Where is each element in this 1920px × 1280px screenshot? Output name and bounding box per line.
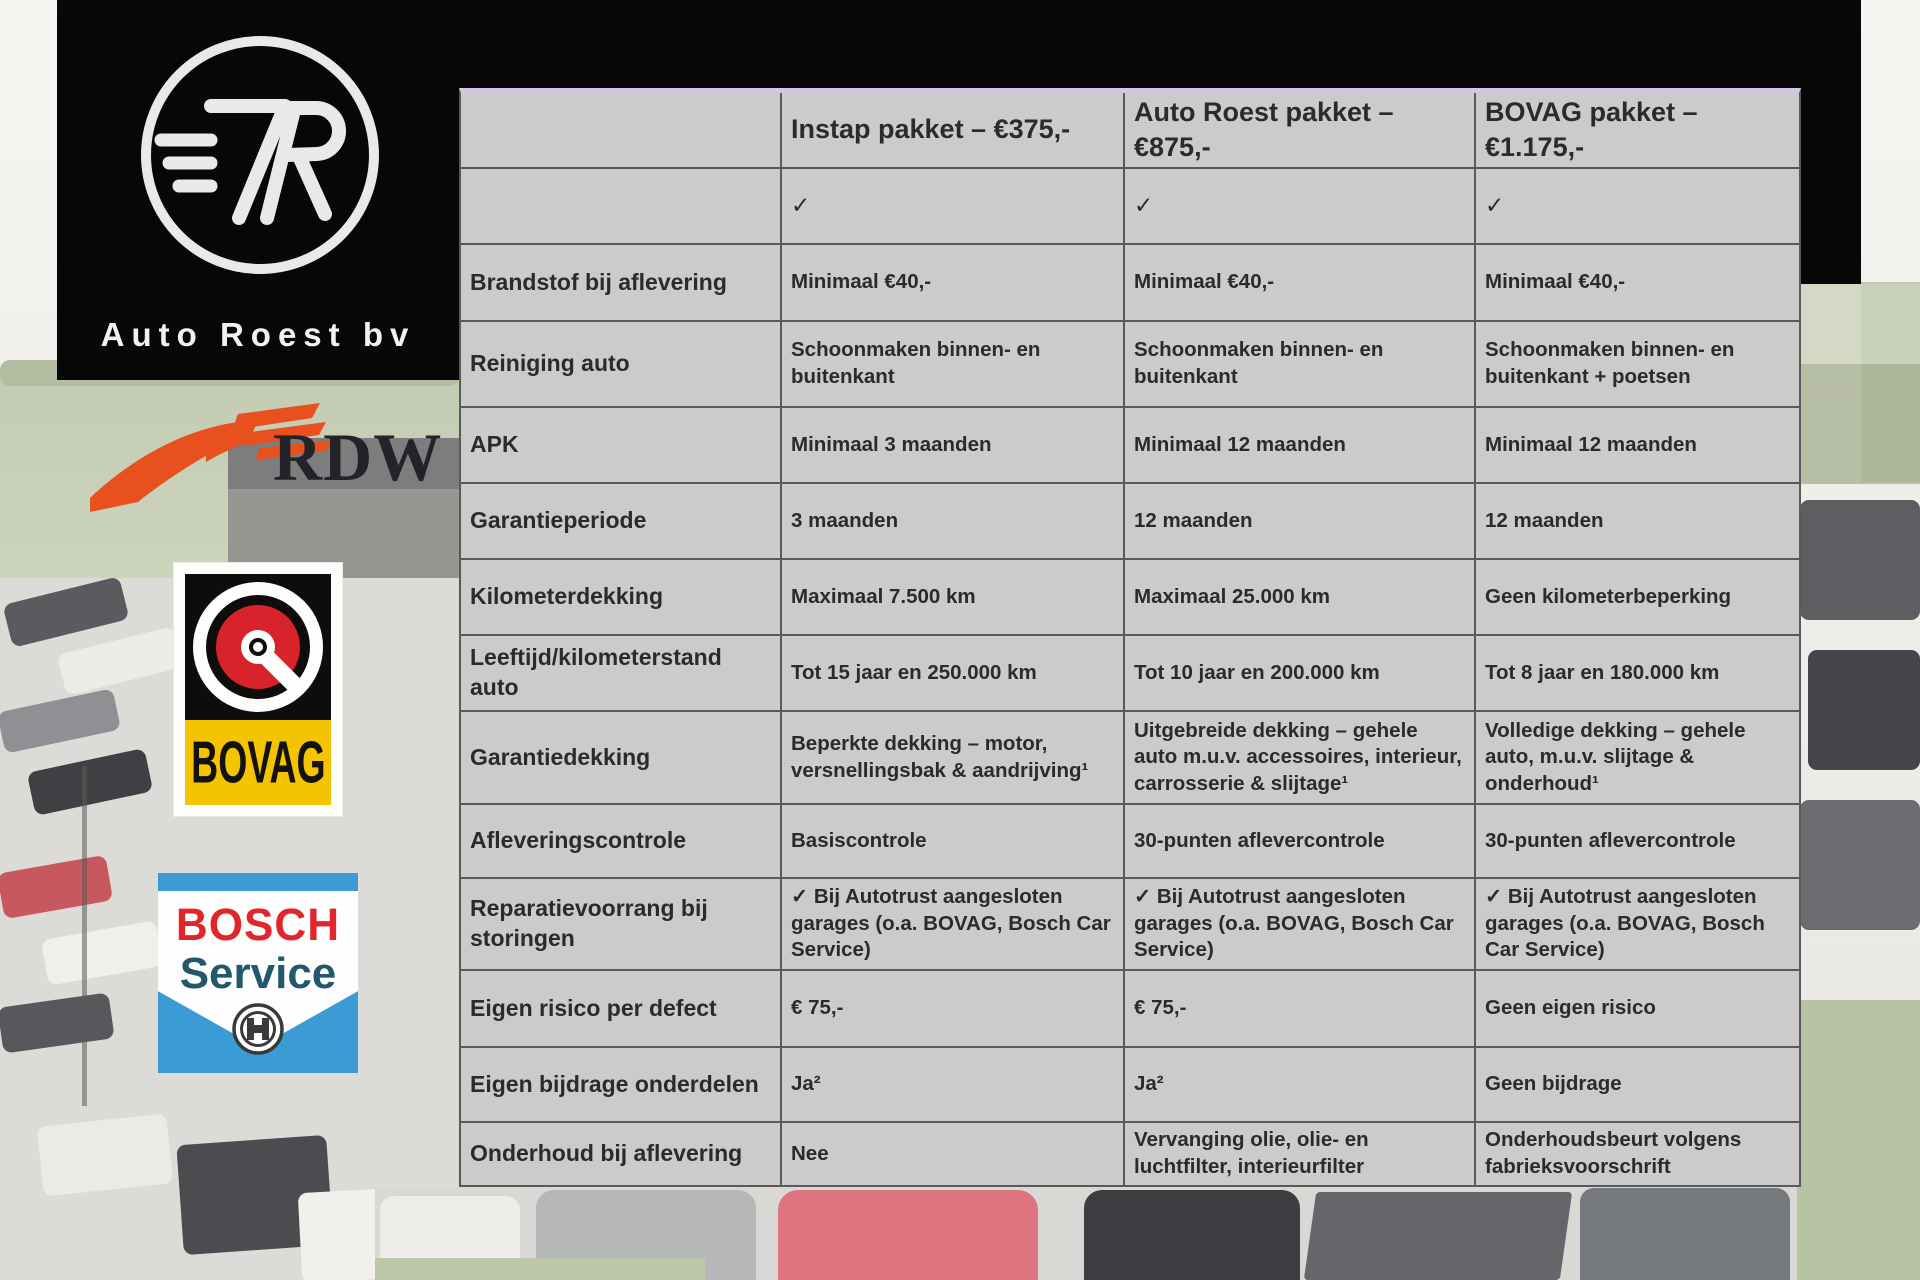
package-header: Auto Roest pakket – €875,- — [1123, 93, 1474, 169]
check-icon: ✓ — [1123, 169, 1474, 245]
table-cell: Geen eigen risico — [1474, 971, 1799, 1048]
row-label: Brandstof bij aflevering — [461, 245, 780, 322]
auto-roest-logo-panel — [57, 0, 459, 380]
bovag-yellow-band — [185, 720, 331, 805]
bovag-emblem — [185, 574, 331, 720]
table-cell: Maximaal 7.500 km — [780, 560, 1123, 636]
table-cell: Maximaal 25.000 km — [1123, 560, 1474, 636]
row-label: APK — [461, 408, 780, 484]
table-cell: 12 maanden — [1474, 484, 1799, 560]
right-black-band — [1797, 88, 1861, 284]
table-cell: ✓ Bij Autotrust aangesloten garages (o.a. BOVAG, Bosch Car Service) — [1123, 879, 1474, 971]
table-cell: Tot 8 jaar en 180.000 km — [1474, 636, 1799, 712]
package-header: BOVAG pakket – €1.175,- — [1474, 93, 1799, 169]
lamppost — [82, 766, 87, 1106]
table-cell: 30-punten aflevercontrole — [1123, 805, 1474, 879]
rdw-logo — [88, 400, 443, 515]
brand-name: Auto Roest bv — [100, 316, 416, 353]
table-cell: Onderhoudsbeurt volgens fabrieksvoorschrift — [1474, 1123, 1799, 1187]
table-corner-cell — [461, 93, 780, 169]
table-cell: 3 maanden — [780, 484, 1123, 560]
comparison-table — [459, 88, 1801, 1187]
grass-right — [1790, 1000, 1920, 1280]
table-cell: € 75,- — [780, 971, 1123, 1048]
bosch-service-wordmark: Service — [179, 949, 337, 998]
table-cell: Beperkte dekking – motor, versnellingsbak & aandrijving¹ — [780, 712, 1123, 805]
table-cell: Geen bijdrage — [1474, 1048, 1799, 1123]
row-label: Garantieperiode — [461, 484, 780, 560]
table-cell: Minimaal 12 maanden — [1474, 408, 1799, 484]
table-cell: 30-punten aflevercontrole — [1474, 805, 1799, 879]
table-cell: ✓ Bij Autotrust aangesloten garages (o.a. BOVAG, Bosch Car Service) — [780, 879, 1123, 971]
package-header: Instap pakket – €375,- — [780, 93, 1123, 169]
row-label: Eigen bijdrage onderdelen — [461, 1048, 780, 1123]
rdw-wordmark: RDW — [273, 419, 443, 495]
check-icon: ✓ — [780, 169, 1123, 245]
table-cell: Ja² — [780, 1048, 1123, 1123]
table-cell: Schoonmaken binnen- en buitenkant — [1123, 322, 1474, 408]
table-cell: Minimaal €40,- — [780, 245, 1123, 322]
table-cell: Nee — [780, 1123, 1123, 1187]
grass-bottom — [375, 1258, 705, 1280]
row-label: Afleveringscontrole — [461, 805, 780, 879]
hedge-right — [1797, 284, 1920, 484]
row-label: Eigen risico per defect — [461, 971, 780, 1048]
table-cell: Uitgebreide dekking – gehele auto m.u.v. accessoires, interieur, carrosserie & slijtage¹ — [1123, 712, 1474, 805]
table-cell: Minimaal 12 maanden — [1123, 408, 1474, 484]
row-label: Reiniging auto — [461, 322, 780, 408]
auto-roest-monogram-icon — [127, 22, 393, 288]
table-cell: Minimaal €40,- — [1474, 245, 1799, 322]
row-label: Kilometerdekking — [461, 560, 780, 636]
table-cell: Schoonmaken binnen- en buitenkant + poetsen — [1474, 322, 1799, 408]
bosch-service-logo — [158, 873, 358, 1073]
row-label-empty — [461, 169, 780, 245]
row-label: Onderhoud bij aflevering — [461, 1123, 780, 1187]
bosch-armature-icon — [230, 1001, 286, 1057]
table-cell: 12 maanden — [1123, 484, 1474, 560]
bosch-wordmark: BOSCH — [175, 899, 341, 950]
table-cell: Tot 15 jaar en 250.000 km — [780, 636, 1123, 712]
table-cell: Schoonmaken binnen- en buitenkant — [780, 322, 1123, 408]
table-cell: Volledige dekking – gehele auto, m.u.v. slijtage & onderhoud¹ — [1474, 712, 1799, 805]
bovag-wordmark: BOVAG — [190, 729, 326, 796]
check-icon: ✓ — [1474, 169, 1799, 245]
table-cell: Basiscontrole — [780, 805, 1123, 879]
table-cell: Minimaal €40,- — [1123, 245, 1474, 322]
row-label: Garantiedekking — [461, 712, 780, 805]
table-cell: ✓ Bij Autotrust aangesloten garages (o.a. BOVAG, Bosch Car Service) — [1474, 879, 1799, 971]
bovag-logo — [174, 563, 342, 816]
top-black-band — [459, 0, 1861, 88]
row-label: Reparatievoorrang bij storingen — [461, 879, 780, 971]
table-cell: Tot 10 jaar en 200.000 km — [1123, 636, 1474, 712]
table-cell: Vervanging olie, olie- en luchtfilter, interieurfilter — [1123, 1123, 1474, 1187]
row-label: Leeftijd/kilometerstand auto — [461, 636, 780, 712]
table-cell: Geen kilometerbeperking — [1474, 560, 1799, 636]
table-cell: Ja² — [1123, 1048, 1474, 1123]
table-cell: Minimaal 3 maanden — [780, 408, 1123, 484]
table-cell: € 75,- — [1123, 971, 1474, 1048]
